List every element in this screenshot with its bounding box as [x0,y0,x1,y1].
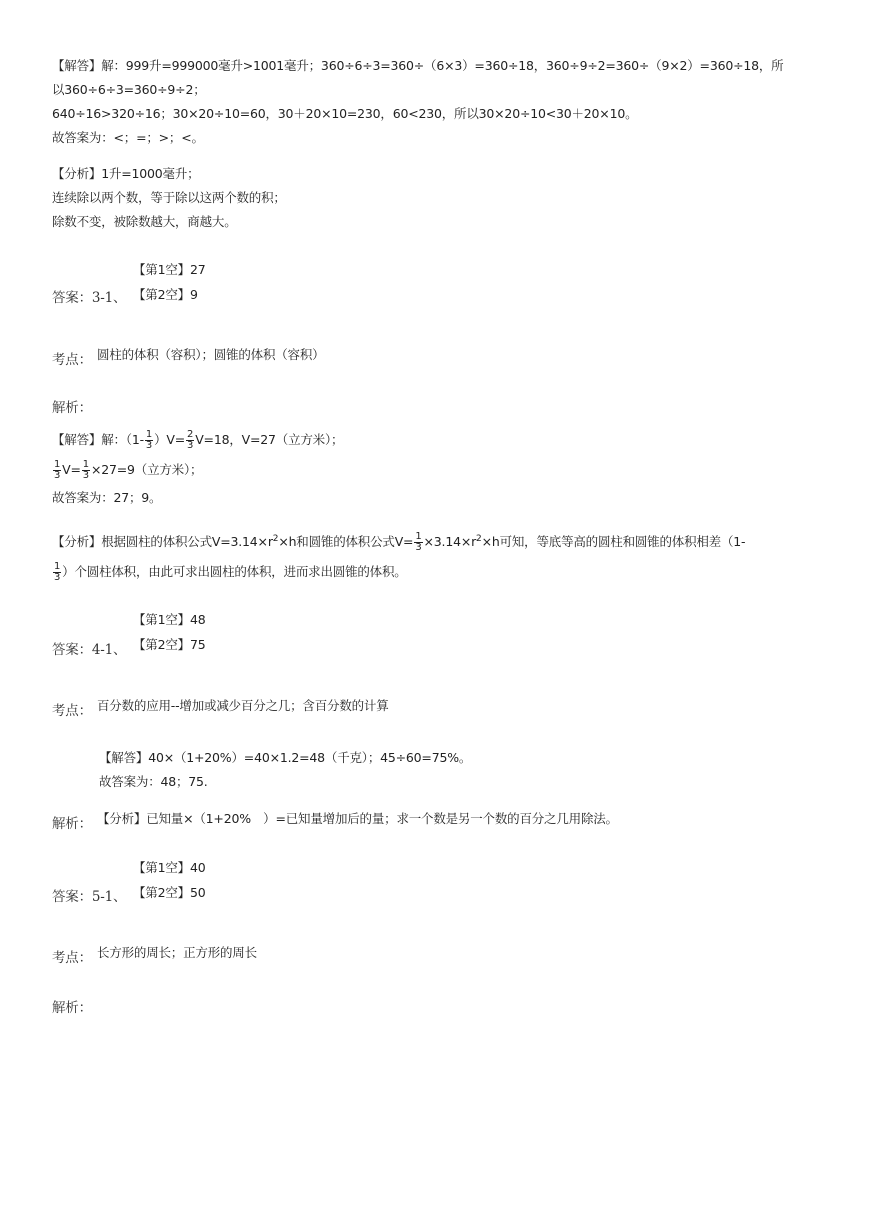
q3-hint-part-3: ×3.14×r [423,534,477,549]
q4-blank-2: 【第2空】75 [133,637,206,652]
q4-answer-label: 答案：4-1、 [52,642,127,658]
q3-kaodian-text: 圆柱的体积（容积）；圆锥的体积（容积） [97,347,325,362]
q2-solution-line-2: 以360÷6÷3=360÷9÷2； [52,82,206,97]
fraction-one-third: $\frac{1}{3}$ [54,561,61,583]
q3-answer-label: 答案：3-1、 [52,290,127,306]
q5-kaodian-label: 考点： [52,950,92,966]
q2-solution-line-1: 【解答】解：999升=999000毫升>1001毫升；360÷6÷3=360÷（6×3）=360÷18，360÷9÷2=360÷（9×2）=360÷18，所 [52,58,784,73]
q2-solution-line-3: 640÷16>320÷16；30×20÷10=60，30＋20×10=230，60<230，所以30×20÷10<30＋20×10。 [52,106,638,121]
q3-jiexi-label: 解析： [52,400,92,416]
q3-solution-line-2 [52,460,202,481]
q5-answer-label: 答案：5-1、 [52,889,127,905]
fraction-one-third: $\frac{1}{3}$ [145,429,153,451]
q3-hint-line-2 [52,562,407,583]
q5-kaodian-text: 长方形的周长；正方形的周长 [97,945,257,960]
q4-solution-line-2: 故答案为：48；75. [99,774,208,789]
q3-sol1-mid1: ）V= [154,432,186,447]
q2-hint-line-3: 除数不变，被除数越大，商越大。 [52,214,237,229]
q3-sol2-mid: V= [62,462,81,477]
q3-blank-2: 【第2空】9 [133,287,198,302]
q3-sol1-prefix: 【解答】解：（1- [52,432,144,447]
q2-solution-line-4: 故答案为：<；=；>；<。 [52,130,204,145]
q2-hint-line-1: 【分析】1升=1000毫升； [52,166,200,181]
q4-solution-line-1: 【解答】40×（1+20%）=40×1.2=48（千克）；45÷60=75%。 [99,750,472,765]
q4-jiexi-label: 解析： [52,816,92,832]
q3-solution-line-1 [52,430,343,451]
q3-solution-line-3: 故答案为：27；9。 [52,490,162,505]
superscript-two: 2 [272,533,279,544]
q3-sol2-end: ×27=9（立方米）； [90,462,203,477]
q3-hint-line-1 [52,532,745,553]
fraction-two-thirds: $\frac{2}{3}$ [187,429,194,451]
q3-hint-line-2-text: ）个圆柱体积，由此可求出圆柱的体积，进而求出圆锥的体积。 [62,564,407,579]
q2-hint-line-2: 连续除以两个数，等于除以这两个数的积； [52,190,286,205]
q4-hint: 【分析】已知量×（1+20% ）=已知量增加后的量；求一个数是另一个数的百分之几用除法。 [97,811,618,826]
q5-blank-1: 【第1空】40 [133,860,206,875]
q4-kaodian-label: 考点： [52,703,92,719]
q3-sol1-mid2: V=18，V=27（立方米）； [195,432,344,447]
q3-kaodian-label: 考点： [52,352,92,368]
q3-blank-1: 【第1空】27 [133,262,206,277]
q5-jiexi-label: 解析： [52,1000,92,1016]
q3-hint-part-1: 【分析】根据圆柱的体积公式V=3.14×r [52,534,273,549]
fraction-one-third: $\frac{1}{3}$ [415,531,422,553]
q4-blank-1: 【第1空】48 [133,612,206,627]
q3-hint-part-2: ×h和圆锥的体积公式V= [278,534,414,549]
fraction-one-third: $\frac{1}{3}$ [82,459,89,481]
q4-kaodian-text: 百分数的应用--增加或减少百分之几；含百分数的计算 [97,698,389,713]
q5-blank-2: 【第2空】50 [133,885,206,900]
superscript-two: 2 [476,533,482,544]
fraction-one-third: $\frac{1}{3}$ [54,459,61,481]
q3-hint-part-4: ×h可知，等底等高的圆柱和圆锥的体积相差（1- [481,534,746,549]
